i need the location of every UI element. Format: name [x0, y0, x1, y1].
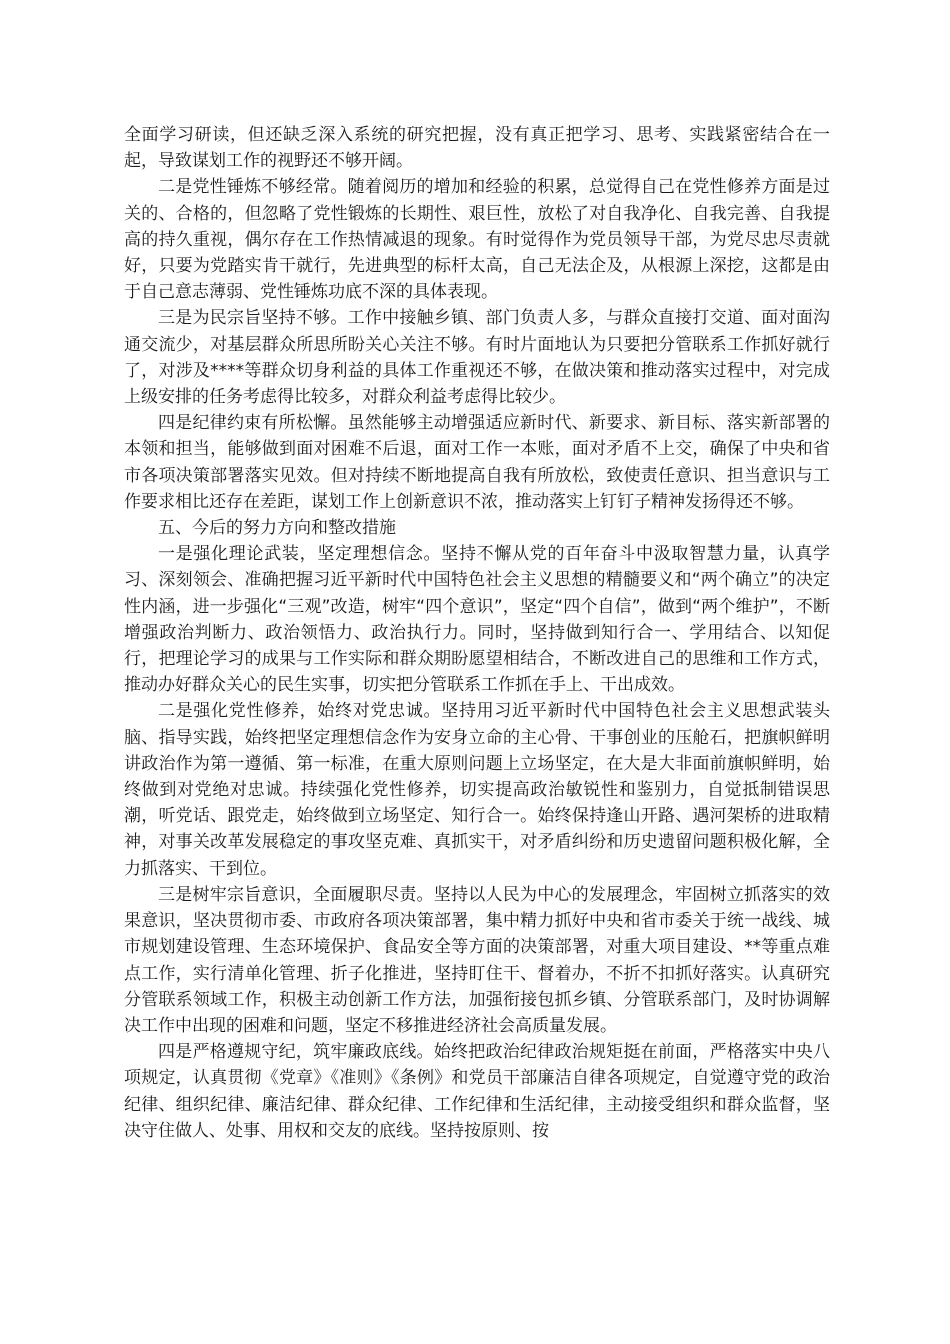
document-page [124, 122, 830, 1144]
paragraph-purpose-measure: 三是树牢宗旨意识，全面履职尽责。坚持以人民为中心的发展理念，牢固树立抓落实的效果意识，坚决贯彻市委、市政府各项决策部署，集中精力抓好中央和省市委关于统一战线、城市规划建设管理、生态环境保护、食品安全等方面的决策部署，对重大项目建设、**等重点难点工作，实行清单化管理、折子化推进，坚持盯住干、督着办，不折不扣抓好落实。认真研究分管联系领域工作，积极主动创新工作方法，加强衔接包抓乡镇、分管联系部门，及时协调解决工作中出现的困难和问题，坚定不移推进经济社会高质量发展。 [124, 884, 830, 1036]
paragraph-theory-measure: 一是强化理论武装，坚定理想信念。坚持不懈从党的百年奋斗中汲取智慧力量，认真学习、深刻领会、准确把握习近平新时代中国特色社会主义思想的精髓要义和“两个确立”的决定性内涵，进一步强化“三观”改造，树牢“四个意识”，坚定“四个自信”，做到“两个维护”，不断增强政治判断力、政治领悟力、政治执行力。同时，坚持做到知行合一、学用结合、以知促行，把理论学习的成果与工作实际和群众期盼愿望相结合，不断改进自己的思维和工作方式，推动办好群众关心的民生实事，切实把分管联系工作抓在手上、干出成效。 [124, 544, 830, 696]
paragraph-party-spirit-measure: 二是强化党性修养，始终对党忠诚。坚持用习近平新时代中国特色社会主义思想武装头脑、指导实践，始终把坚定理想信念作为安身立命的主心骨、干事创业的压舱石，把旗帜鲜明讲政治作为第一遵循、第一标准，在重大原则问题上立场坚定，在大是大非面前旗帜鲜明，始终做到对党绝对忠诚。持续强化党性修养，切实提高政治敏锐性和鉴别力，自觉抵制错误思潮，听党话、跟党走，始终做到立场坚定、知行合一。始终保持逢山开路、遇河架桥的进取精神，对事关改革发展稳定的事攻坚克难、真抓实干，对矛盾纠纷和历史遗留问题积极化解，全力抓落实、干到位。 [124, 701, 830, 879]
paragraph-study-continued: 全面学习研读，但还缺乏深入系统的研究把握，没有真正把学习、思考、实践紧密结合在一起，导致谋划工作的视野还不够开阔。 [124, 125, 830, 172]
paragraph-discipline-measure: 四是严格遵规守纪，筑牢廉政底线。始终把政治纪律政治规矩挺在前面，严格落实中央八项规定，认真贯彻《党章》《准则》《条例》和党员干部廉洁自律各项规定，自觉遵守党的政治纪律、组织纪律、廉洁纪律、群众纪律、工作纪律和生活纪律，主动接受组织和群众监督，坚决守住做人、处事、用权和交友的底线。坚持按原则、按 [124, 1042, 830, 1141]
paragraph-party-spirit-issue: 二是党性锤炼不够经常。随着阅历的增加和经验的积累，总觉得自己在党性修养方面是过关的、合格的，但忽略了党性锻炼的长期性、艰巨性，放松了对自我净化、自我完善、自我提高的持久重视，偶尔存在工作热情减退的现象。有时觉得作为党员领导干部，为党尽忠尽责就好，只要为党踏实肯干就行，先进典型的标杆太高，自己无法企及，从根源上深挖，这都是由于自己意志薄弱、党性锤炼功底不深的具体表现。 [124, 177, 830, 303]
paragraph-discipline-issue: 四是纪律约束有所松懈。虽然能够主动增强适应新时代、新要求、新目标、落实新部署的本领和担当，能够做到面对困难不后退，面对工作一本账，面对矛盾不上交，确保了中央和省市各项决策部署落实见效。但对持续不断地提高自我有所放松，致使责任意识、担当意识与工作要求相比还存在差距，谋划工作上创新意识不浓，推动落实上钉钉子精神发扬得还不够。 [124, 413, 830, 512]
paragraph-people-purpose-issue: 三是为民宗旨坚持不够。工作中接触乡镇、部门负责人多，与群众直接打交道、面对面沟通交流少，对基层群众所思所盼关心关注不够。有时片面地认为只要把分管联系工作抓好就行了，对涉及****等群众切身利益的具体工作重视还不够，在做决策和推动落实过程中，对完成上级安排的任务考虑得比较多，对群众利益考虑得比较少。 [124, 308, 830, 408]
section-heading-rectification: 五、今后的努力方向和整改措施 [158, 518, 396, 539]
